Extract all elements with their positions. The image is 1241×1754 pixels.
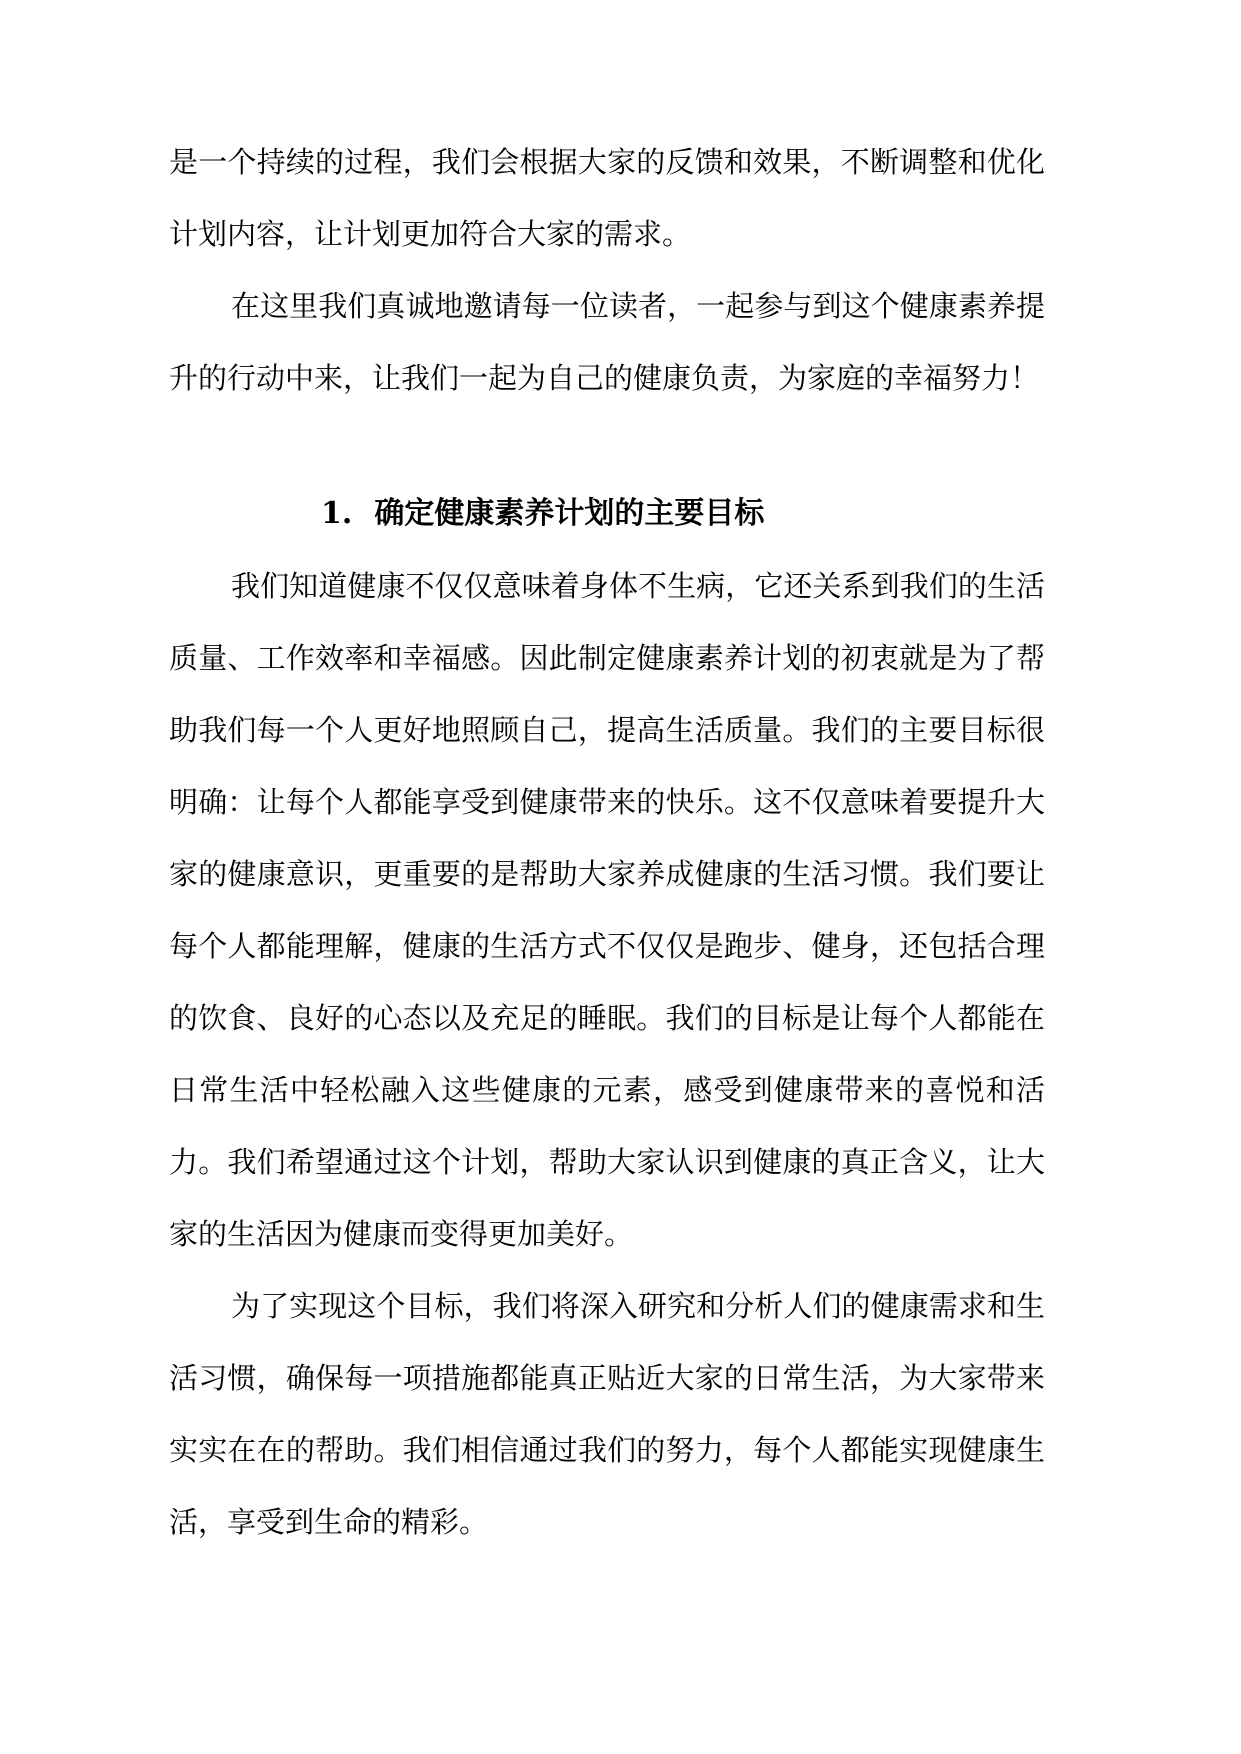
section-heading [169,478,1045,550]
heading-number: 1. [321,496,353,531]
paragraph-invitation: 在这里我们真诚地邀请每一位读者，一起参与到这个健康素养提升的行动中来，让我们一起为自己的健康负责，为家庭的幸福努力！ [169,289,1045,395]
paragraph-continuation: 是一个持续的过程，我们会根据大家的反馈和效果，不断调整和优化计划内容，让计划更加符合大家的需求。 [169,145,1045,251]
paragraph-implementation: 为了实现这个目标，我们将深入研究和分析人们的健康需求和生活习惯，确保每一项措施都能真正贴近大家的日常生活，为大家带来实实在在的帮助。我们相信通过我们的努力，每个人都能实现健康生活，享受到生命的精彩。 [169,1289,1045,1539]
heading-title: 确定健康素养计划的主要目标 [374,496,765,531]
paragraph-main-goal: 我们知道健康不仅仅意味着身体不生病，它还关系到我们的生活质量、工作效率和幸福感。因此制定健康素养计划的初衷就是为了帮助我们每一个人更好地照顾自己，提高生活质量。我们的主要目标很明确：让每个人都能享受到健康带来的快乐。这不仅意味着要提升大家的健康意识，更重要的是帮助大家养成健康的生活习惯。我们要让每个人都能理解，健康的生活方式不仅仅是跑步、健身，还包括合理的饮食、良好的心态以及充足的睡眠。我们的目标是让每个人都能在日常生活中轻松融入这些健康的元素，感受到健康带来的喜悦和活力。我们希望通过这个计划，帮助大家认识到健康的真正含义，让大家的生活因为健康而变得更加美好。 [169,569,1045,1251]
